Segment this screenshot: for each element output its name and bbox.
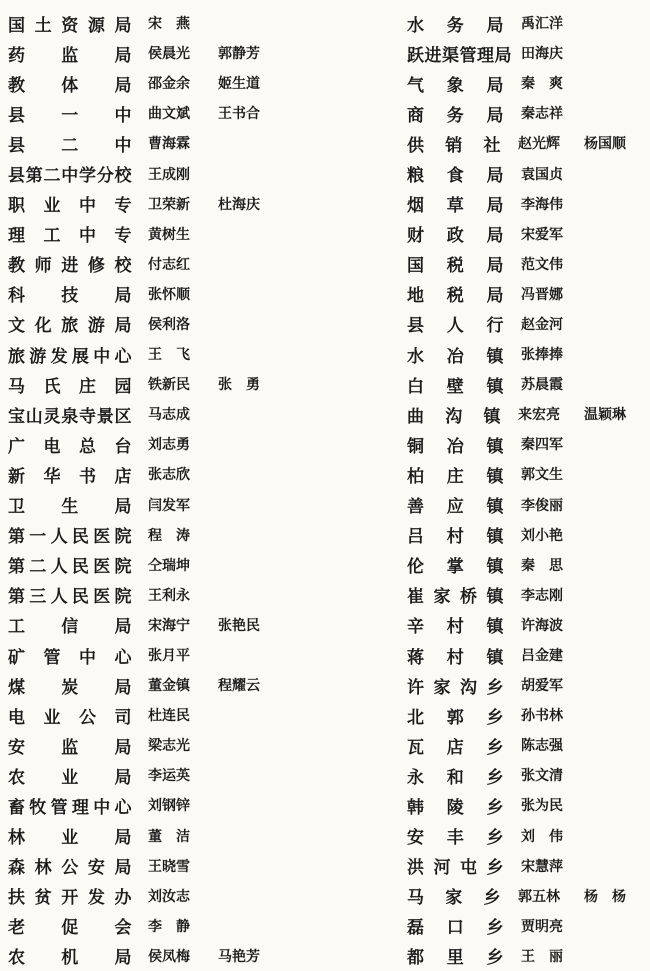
list-item (407, 490, 650, 520)
unit-name: 跃进渠管理局 (407, 45, 512, 66)
list-item (407, 279, 650, 309)
person-names (148, 434, 218, 454)
person-name: 杜连民 (148, 708, 190, 725)
unit-name: 老 促 会 (8, 918, 132, 939)
person-name: 姬生道 (218, 76, 260, 93)
person-name: 曲文斌 (148, 106, 190, 123)
list-item (407, 851, 650, 881)
person-name: 张 勇 (218, 377, 260, 394)
person-name: 李志刚 (521, 587, 563, 604)
unit-name: 崔家桥镇 (407, 587, 504, 608)
person-names (148, 404, 218, 424)
unit-name: 都 里 乡 (407, 948, 504, 969)
person-names (148, 916, 218, 936)
person-names (521, 344, 587, 364)
person-names (521, 795, 587, 815)
unit-name: 马 家 乡 (407, 888, 501, 909)
person-names (518, 133, 650, 153)
person-name: 杨 杨 (584, 888, 626, 905)
unit-name: 卫 生 局 (8, 497, 132, 518)
person-names (148, 224, 218, 244)
unit-name: 森林公安局 (8, 858, 132, 879)
person-name: 董金镇 (148, 678, 190, 695)
person-names (521, 735, 587, 755)
list-item (8, 459, 398, 489)
person-name: 刘钢锌 (148, 798, 190, 815)
list-item (407, 700, 650, 730)
unit-name: 白 壁 镇 (407, 376, 504, 397)
unit-name: 伦 掌 镇 (407, 557, 504, 578)
person-name: 侯凤梅 (148, 948, 190, 965)
person-name: 张捧捧 (521, 347, 563, 364)
person-name: 黄树生 (148, 226, 190, 243)
list-item (407, 941, 650, 971)
list-item (8, 941, 398, 971)
list-item (8, 700, 398, 730)
list-item (8, 68, 398, 98)
unit-name: 新华书店 (8, 466, 132, 487)
person-name: 宋慧萍 (521, 858, 563, 875)
unit-name: 药 监 局 (8, 45, 132, 66)
person-names (148, 856, 218, 876)
person-name: 张艳民 (218, 617, 260, 634)
person-name: 贾明亮 (521, 918, 563, 935)
unit-name: 安 监 局 (8, 737, 132, 758)
person-names (148, 344, 218, 364)
person-name: 孙书林 (521, 708, 563, 725)
unit-name: 扶贫开发办 (8, 888, 132, 909)
person-name: 宋海宁 (148, 617, 190, 634)
person-names (148, 103, 288, 123)
person-name: 王书合 (218, 106, 260, 123)
unit-name: 蒋 村 镇 (407, 647, 504, 668)
person-names (521, 374, 587, 394)
person-names (148, 765, 218, 785)
person-names (148, 675, 288, 695)
list-item (8, 189, 398, 219)
person-names (148, 254, 218, 274)
person-name: 张志欣 (148, 467, 190, 484)
list-item (8, 219, 398, 249)
person-names (521, 224, 587, 244)
person-name: 程耀云 (218, 678, 260, 695)
person-name: 宋 燕 (148, 16, 190, 33)
person-names (148, 735, 218, 755)
unit-name: 烟 草 局 (407, 196, 504, 217)
list-item (8, 851, 398, 881)
person-names (148, 314, 218, 334)
list-item (407, 670, 650, 700)
unit-name: 地 税 局 (407, 286, 504, 307)
person-names (521, 946, 587, 966)
person-name: 赵光辉 (518, 136, 560, 153)
person-name: 宋爱军 (521, 226, 563, 243)
person-name: 王 丽 (521, 948, 563, 965)
person-name: 陈志强 (521, 738, 563, 755)
unit-name: 马氏庄园 (8, 376, 132, 397)
person-names (521, 705, 587, 725)
unit-name: 铜 冶 镇 (407, 436, 504, 457)
person-name: 马艳芳 (218, 948, 260, 965)
unit-name: 旅游发展中心 (8, 346, 132, 367)
person-name: 李运英 (148, 768, 190, 785)
person-names (521, 164, 587, 184)
person-names (521, 555, 587, 575)
person-name: 程 涛 (148, 527, 190, 544)
unit-name: 气 象 局 (407, 75, 504, 96)
person-name: 秦四军 (521, 437, 563, 454)
person-names (521, 856, 587, 876)
list-item (8, 339, 398, 369)
list-item (407, 760, 650, 790)
person-name: 梁志光 (148, 738, 190, 755)
person-name: 王 飞 (148, 347, 190, 364)
person-names (148, 645, 218, 665)
person-name: 许海波 (521, 617, 563, 634)
unit-name: 水 冶 镇 (407, 346, 504, 367)
person-names (148, 525, 218, 545)
list-item (8, 128, 398, 158)
list-item (407, 911, 650, 941)
person-names (148, 705, 218, 725)
person-names (521, 765, 587, 785)
person-names (148, 284, 218, 304)
unit-name: 县 人 行 (407, 316, 504, 337)
unit-name: 许家沟乡 (407, 677, 504, 698)
unit-name: 安 丰 乡 (407, 828, 504, 849)
person-name: 田海庆 (521, 46, 563, 63)
list-item (407, 399, 650, 429)
unit-name: 国 税 局 (407, 256, 504, 277)
list-item (407, 8, 650, 38)
unit-name: 县 一 中 (8, 105, 132, 126)
unit-name: 水 务 局 (407, 15, 504, 36)
list-item (407, 68, 650, 98)
unit-name: 第一人民医院 (8, 527, 132, 548)
unit-name: 县第二中学分校 (8, 166, 132, 187)
list-item (8, 881, 398, 911)
list-item (8, 730, 398, 760)
list-item (407, 128, 650, 158)
person-names (148, 946, 288, 966)
person-name: 闫发军 (148, 497, 190, 514)
list-item (407, 610, 650, 640)
person-name: 仝瑞坤 (148, 557, 190, 574)
person-names (148, 13, 218, 33)
person-names (521, 254, 587, 274)
person-names (148, 374, 288, 394)
list-item (407, 309, 650, 339)
person-names (148, 43, 288, 63)
list-item (8, 790, 398, 820)
person-name: 李俊丽 (521, 497, 563, 514)
person-name: 卫荣新 (148, 196, 190, 213)
person-names (521, 464, 587, 484)
person-name: 郭五林 (518, 888, 560, 905)
unit-name: 教师进修校 (8, 256, 132, 277)
person-names (148, 615, 288, 635)
unit-name: 文化旅游局 (8, 316, 132, 337)
list-item (8, 98, 398, 128)
person-name: 温颖琳 (584, 407, 626, 424)
person-name: 刘小艳 (521, 527, 563, 544)
person-names (521, 585, 587, 605)
unit-name: 韩 陵 乡 (407, 797, 504, 818)
person-names (518, 886, 650, 906)
person-names (521, 73, 587, 93)
list-item (8, 610, 398, 640)
person-name: 王晓雪 (148, 858, 190, 875)
person-names (521, 284, 587, 304)
person-name: 张怀顺 (148, 286, 190, 303)
right-column (407, 8, 650, 971)
list-item (8, 490, 398, 520)
person-names (148, 464, 218, 484)
person-name: 侯利洛 (148, 316, 190, 333)
person-name: 秦 爽 (521, 76, 563, 93)
list-item (8, 821, 398, 851)
unit-name: 科 技 局 (8, 286, 132, 307)
unit-name: 畜牧管理中心 (8, 797, 132, 818)
list-item (407, 249, 650, 279)
unit-name: 煤 炭 局 (8, 677, 132, 698)
person-names (518, 404, 650, 424)
unit-name: 工 信 局 (8, 617, 132, 638)
unit-name: 永 和 乡 (407, 767, 504, 788)
list-item (8, 369, 398, 399)
person-name: 李 静 (148, 918, 190, 935)
list-item (407, 429, 650, 459)
person-names (148, 133, 218, 153)
person-name: 禹汇洋 (521, 16, 563, 33)
list-item (407, 790, 650, 820)
person-name: 张为民 (521, 798, 563, 815)
person-names (148, 164, 218, 184)
list-item (8, 309, 398, 339)
list-item (407, 881, 650, 911)
unit-name: 商 务 局 (407, 105, 504, 126)
person-name: 杜海庆 (218, 196, 260, 213)
unit-name: 第三人民医院 (8, 587, 132, 608)
unit-name: 理工中专 (8, 226, 132, 247)
person-names (148, 585, 218, 605)
unit-name: 辛 村 镇 (407, 617, 504, 638)
list-item (8, 760, 398, 790)
person-name: 杨国顺 (584, 136, 626, 153)
person-name: 邵金余 (148, 76, 190, 93)
unit-name: 广电总台 (8, 436, 132, 457)
person-names (148, 194, 288, 214)
person-name: 袁国贞 (521, 166, 563, 183)
list-item (407, 189, 650, 219)
person-names (521, 615, 587, 635)
list-item (407, 38, 650, 68)
unit-name: 职业中专 (8, 196, 132, 217)
list-item (407, 821, 650, 851)
person-name: 赵金河 (521, 316, 563, 333)
unit-name: 吕 村 镇 (407, 527, 504, 548)
unit-name: 电业公司 (8, 707, 132, 728)
unit-name: 矿管中心 (8, 647, 132, 668)
list-item (407, 550, 650, 580)
person-name: 胡爱军 (521, 678, 563, 695)
person-name: 刘志勇 (148, 437, 190, 454)
left-column (8, 8, 398, 971)
unit-name: 善 应 镇 (407, 497, 504, 518)
unit-name: 林 业 局 (8, 828, 132, 849)
list-item (8, 670, 398, 700)
person-name: 铁新民 (148, 377, 190, 394)
list-item (8, 520, 398, 550)
person-name: 秦志祥 (521, 106, 563, 123)
unit-name: 粮 食 局 (407, 166, 504, 187)
list-item (8, 580, 398, 610)
list-item (8, 8, 398, 38)
unit-name: 农 业 局 (8, 767, 132, 788)
person-name: 刘 伟 (521, 828, 563, 845)
person-name: 侯晨光 (148, 46, 190, 63)
list-item (407, 640, 650, 670)
person-names (148, 826, 218, 846)
list-item (8, 550, 398, 580)
person-names (521, 434, 587, 454)
unit-name: 洪河屯乡 (407, 858, 504, 879)
person-name: 秦 思 (521, 557, 563, 574)
list-item (407, 219, 650, 249)
person-names (521, 495, 587, 515)
list-item (407, 459, 650, 489)
person-names (521, 194, 587, 214)
person-name: 张文清 (521, 768, 563, 785)
list-item (8, 429, 398, 459)
person-name: 付志红 (148, 256, 190, 273)
person-name: 冯晋娜 (521, 286, 563, 303)
list-item (8, 911, 398, 941)
person-name: 李海伟 (521, 196, 563, 213)
person-names (148, 886, 218, 906)
unit-name: 磊 口 乡 (407, 918, 504, 939)
unit-name: 曲 沟 镇 (407, 406, 501, 427)
unit-name: 供 销 社 (407, 135, 501, 156)
unit-name: 瓦 店 乡 (407, 737, 504, 758)
person-names (521, 314, 587, 334)
person-name: 郭文生 (521, 467, 563, 484)
list-item (8, 399, 398, 429)
unit-name: 第二人民医院 (8, 557, 132, 578)
unit-name: 教 体 局 (8, 75, 132, 96)
unit-name: 北 郭 乡 (407, 707, 504, 728)
unit-name: 财 政 局 (407, 226, 504, 247)
person-names (148, 555, 218, 575)
list-item (407, 580, 650, 610)
person-names (148, 495, 218, 515)
person-name: 来宏亮 (518, 407, 560, 424)
list-item (407, 98, 650, 128)
person-names (148, 73, 288, 93)
unit-name: 县 二 中 (8, 135, 132, 156)
person-name: 郭静芳 (218, 46, 260, 63)
list-item (407, 369, 650, 399)
unit-name: 宝山灵泉寺景区 (8, 406, 132, 427)
person-name: 张月平 (148, 648, 190, 665)
unit-name: 柏 庄 镇 (407, 466, 504, 487)
person-name: 曹海霖 (148, 136, 190, 153)
list-item (8, 279, 398, 309)
person-name: 范文伟 (521, 256, 563, 273)
list-item (407, 730, 650, 760)
list-item (8, 249, 398, 279)
person-names (521, 43, 587, 63)
list-item (407, 158, 650, 188)
unit-name: 农 机 局 (8, 948, 132, 969)
list-item (407, 520, 650, 550)
person-names (521, 13, 587, 33)
person-names (521, 525, 587, 545)
person-name: 王成刚 (148, 166, 190, 183)
person-names (148, 795, 218, 815)
person-name: 董 洁 (148, 828, 190, 845)
person-name: 吕金建 (521, 648, 563, 665)
person-names (521, 103, 587, 123)
person-names (521, 826, 587, 846)
person-names (521, 675, 587, 695)
person-name: 刘汝志 (148, 888, 190, 905)
list-item (8, 158, 398, 188)
person-names (521, 645, 587, 665)
person-name: 马志成 (148, 407, 190, 424)
list-item (407, 339, 650, 369)
person-name: 苏晨霞 (521, 377, 563, 394)
person-name: 王利永 (148, 587, 190, 604)
person-names (521, 916, 587, 936)
list-item (8, 38, 398, 68)
list-item (8, 640, 398, 670)
unit-name: 国土资源局 (8, 15, 132, 36)
